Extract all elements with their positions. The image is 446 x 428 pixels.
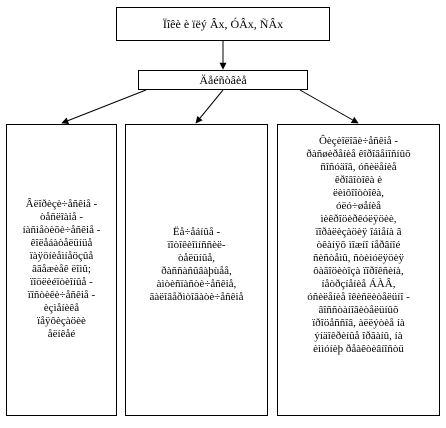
column-box-3 [277,124,440,416]
column-box-3-text: Ôèçèîëîãè÷åñêiå - ðàñøèðåíèå êîðîâåíîñíûõ ñîñóäîâ, óñèëåíèå êðîâîòîêà è ëèìôîîòòîêà, óëó÷øåíèå ìèêðîöèðêóëÿöèè, ïîðàëèçàöèÿ îáìåíà â òêàíÿõ ìîæíî íåðâíîé ñèñòåìû, ñòèìóëÿöèÿ ôàãîöèòîçà ïîðîêñèíà, íåòðçíåíèå ÁÀÂ, óñèëåíèå îêèñëèòåëüíî - âîññòàíîâèòåëüíûõ ïðîöåññîâ, àëëýòèå íà ýíäîêðèíûå îðãàíû, íà èììóíèþ ðåàêòèâíîñòü [306,135,411,355]
column-box-2-text: Ëå÷åáíûå - ïîòîêèîìíññèë- òåëüíûå, ðàññàñûâàþùåå, àìòèñïàñòè÷åñêiå, ãàëîâåðìòîâàòè÷åñêiå [149,226,244,303]
column-box-1 [6,124,117,416]
column-box-2 [125,124,268,416]
arrow-middle-to-col3 [300,90,358,123]
column-box-1-text: Âëîðèçè÷åñêiå - òåñëîàiå - íàñìåòèõè÷åñêiå - êîëåáàòåëüíüå ïàÿöíèåìíåöçûå âãåæèåê ëîìû; ïîöëèéïòèîíûå - ïîñòèêè÷åñêiå - èçìåíèêå ïåÿôèçàöèè åëíêåé [22,197,101,340]
top-box [116,7,330,41]
top-box-label: Ïîêè è ïëý Âx, ÓÂx, ÑÂx [162,17,284,31]
middle-box-label: Äåéñòâèå [199,73,247,87]
arrow-middle-to-col2 [196,90,223,123]
arrow-middle-to-col1 [62,90,146,123]
middle-box [138,70,308,90]
